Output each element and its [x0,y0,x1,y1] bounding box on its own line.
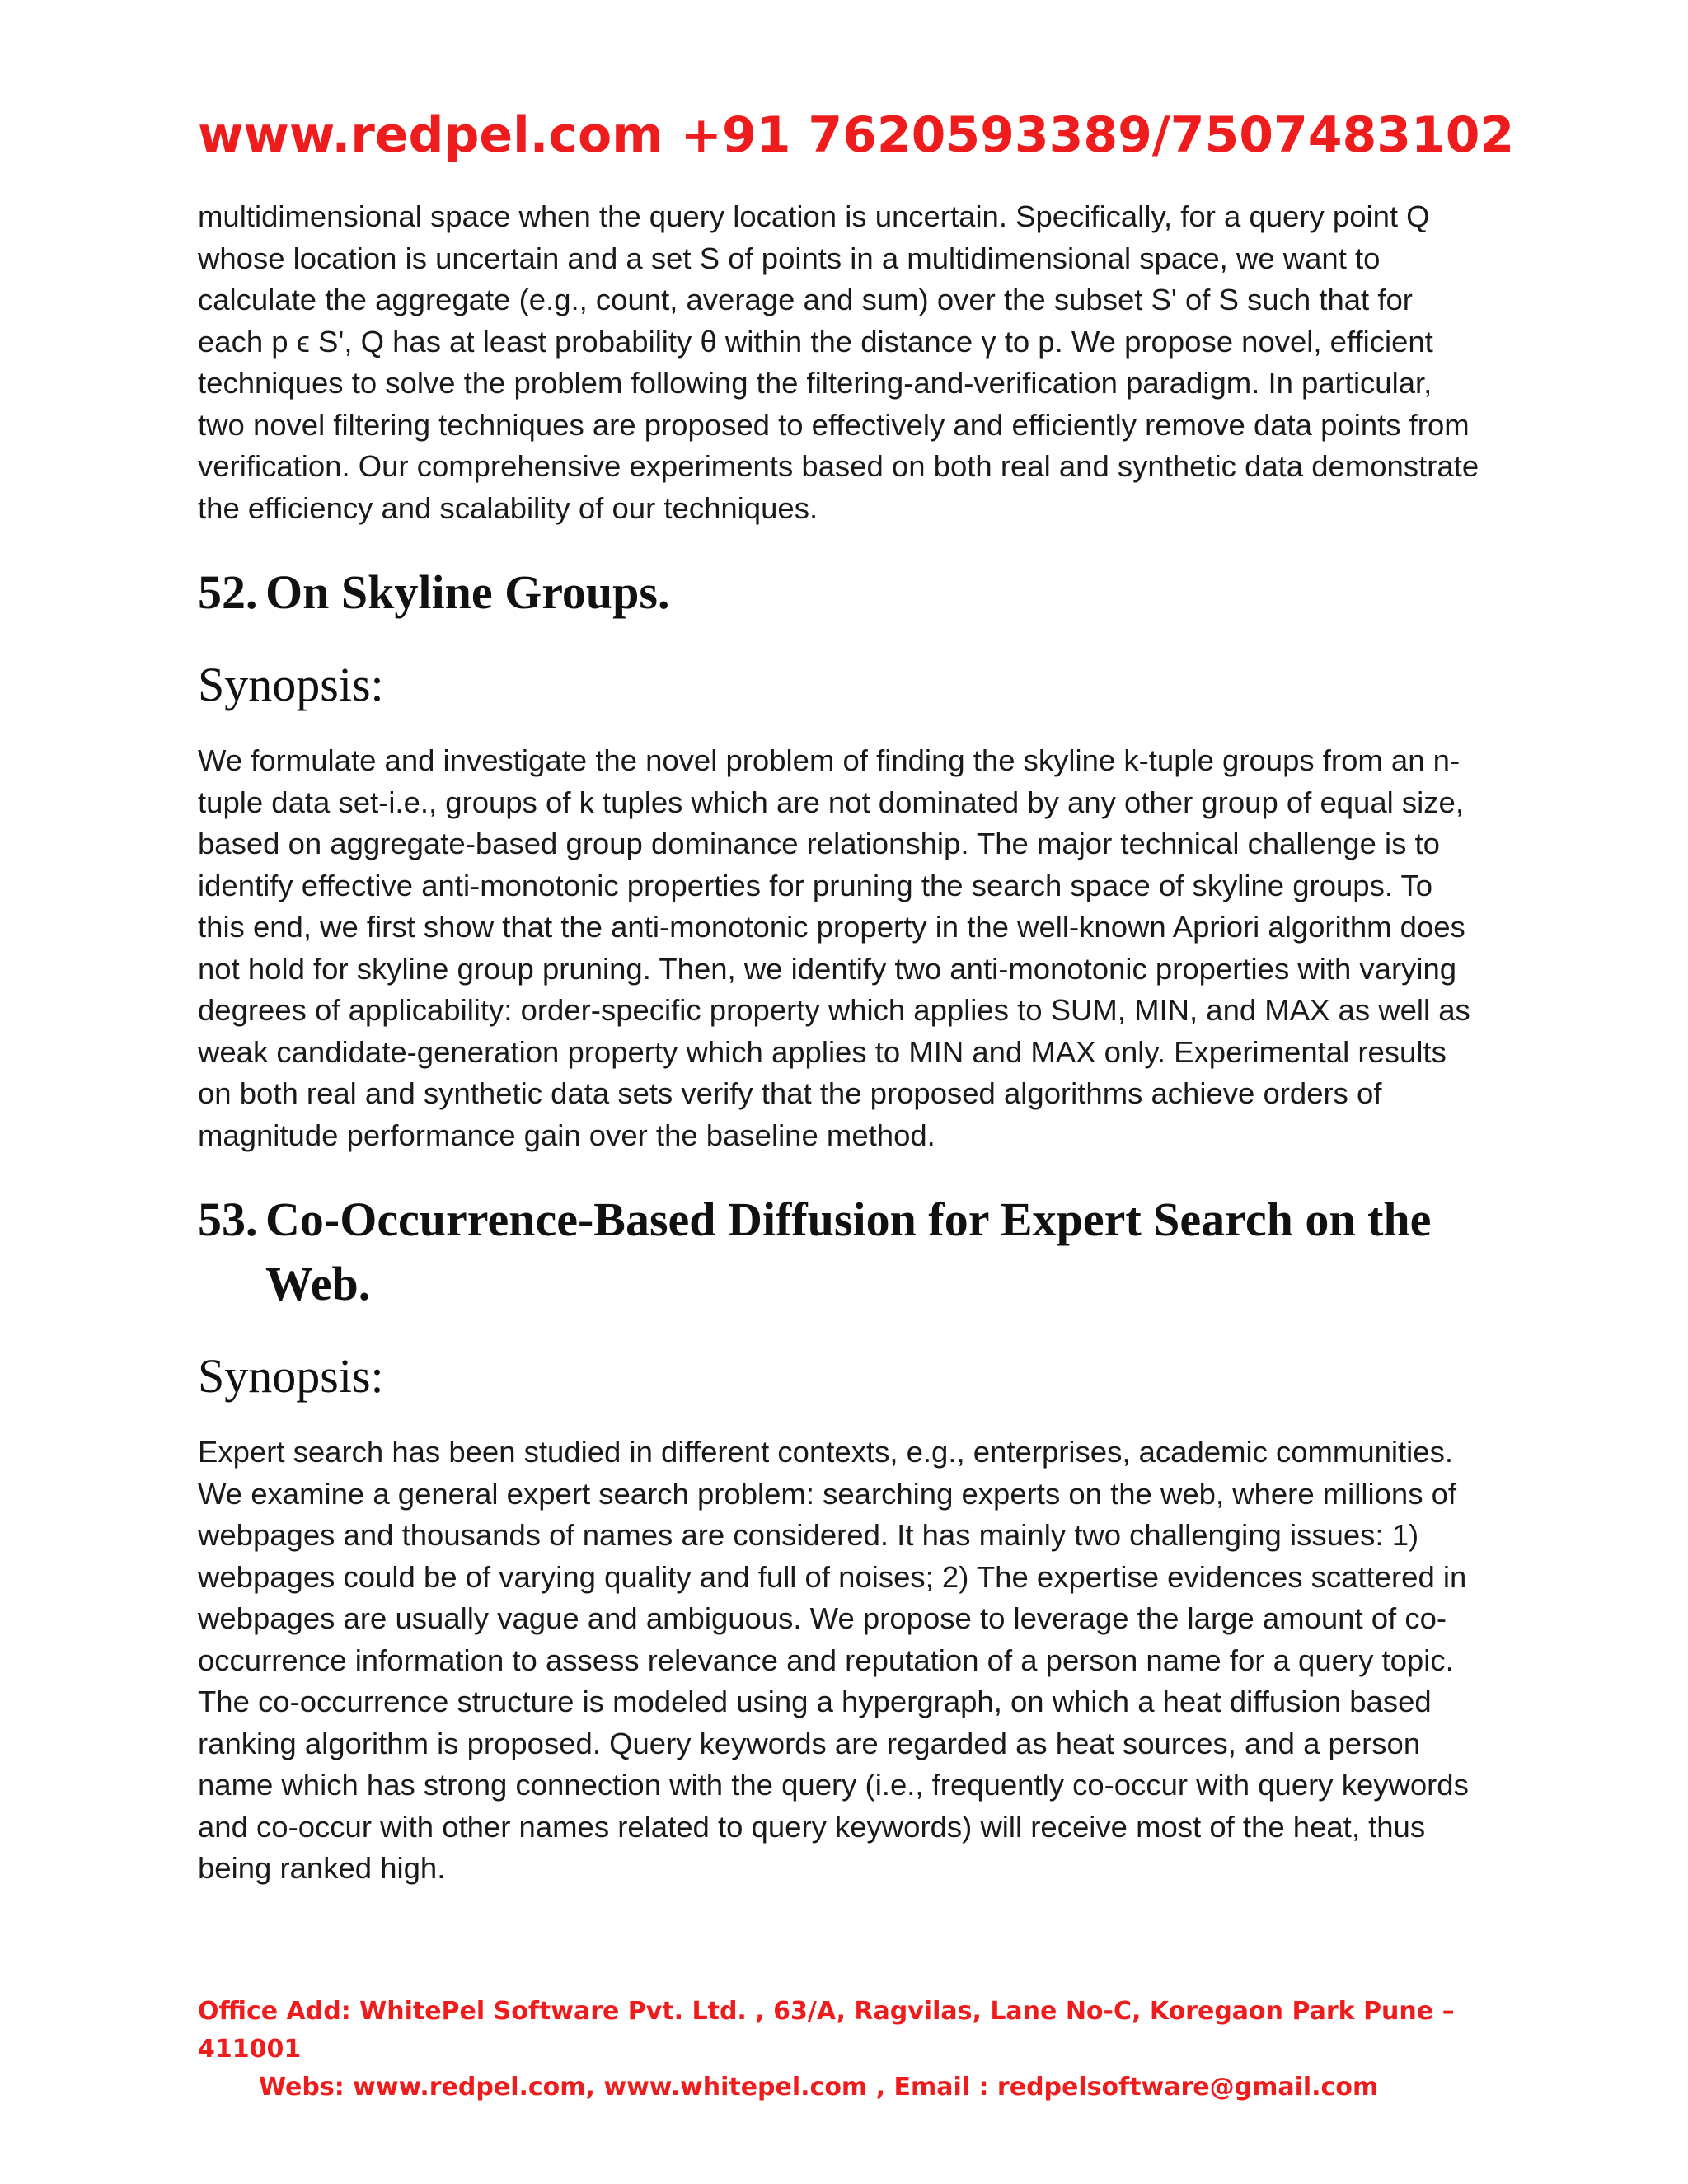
section-52-number: 52. [198,565,258,619]
section-53-number: 53. [198,1193,258,1246]
section-52-heading [198,560,1484,625]
section-52-title: On Skyline Groups. [265,565,670,619]
section-53-synopsis-text: Expert search has been studied in different contexts, e.g., enterprises, academic communities. We examine a general expert search problem: searching experts on the web, where millions of webpages and thousands of names are considered. It has mainly two challenging issues: 1) webpages could be of varying quality and full of noises; 2) The expertise evidences scattered in webpages are usually vague and ambiguous. We propose to leverage the large amount of co-occurrence information to assess relevance and reputation of a person name for a query topic. The co-occurrence structure is modeled using a hypergraph, on which a heat diffusion based ranking algorithm is proposed. Query keywords are regarded as heat sources, and a person name which has strong connection with the query (i.e., frequently co-occur with query keywords and co-occur with other names related to query keywords) will receive most of the heat, thus being ranked high. [198,1435,1469,1885]
section-53-heading [198,1188,1484,1316]
footer-webs: Webs: www.redpel.com, www.whitepel.com , Email : redpelsoftware@gmail.com [259,2073,1379,2102]
intro-paragraph: multidimensional space when the query location is uncertain. Specifically, for a query point Q whose location is uncertain and a set S of points in a multidimensional space, we want to calculate the aggregate (e.g., count, average and sum) over the subset S' of S such that for each p ϵ S', Q has at least probability θ within the distance γ to p. We propose novel, efficient techniques to solve the problem following the filtering-and-verification paradigm. In particular, two novel filtering techniques are proposed to effectively and efficiently remove data points from verification. Our comprehensive experiments based on both real and synthetic data demonstrate the efficiency and scalability of our techniques. [198,199,1479,525]
header-contact: www.redpel.com +91 7620593389/7507483102 [198,106,1515,164]
main-content [198,196,1484,1890]
footer [198,1993,1517,2107]
section-52-synopsis-text: We formulate and investigate the novel problem of finding the skyline k-tuple groups from an n-tuple data set-i.e., groups of k tuples which are not dominated by any other group of equal size, based on aggregate-based group dominance relationship. The major technical challenge is to identify effective anti-monotonic properties for pruning the search space of skyline groups. To this end, we first show that the anti-monotonic property in the well-known Apriori algorithm does not hold for skyline group pruning. Then, we identify two anti-monotonic properties with varying degrees of applicability: order-specific property which applies to SUM, MIN, and MAX as well as weak candidate-generation property which applies to MIN and MAX only. Experimental results on both real and synthetic data sets verify that the proposed algorithms achieve orders of magnitude performance gain over the baseline method. [198,743,1470,1152]
section-52-synopsis-label: Synopsis: [198,658,384,711]
section-53-synopsis-label: Synopsis: [198,1349,384,1403]
footer-address: Office Add: WhitePel Software Pvt. Ltd. , 63/A, Ragvilas, Lane No-C, Koregaon Park Pune – 411001 [198,1997,1455,2064]
section-53-title: Co-Occurrence-Based Diffusion for Expert Search on the Web. [265,1193,1432,1310]
